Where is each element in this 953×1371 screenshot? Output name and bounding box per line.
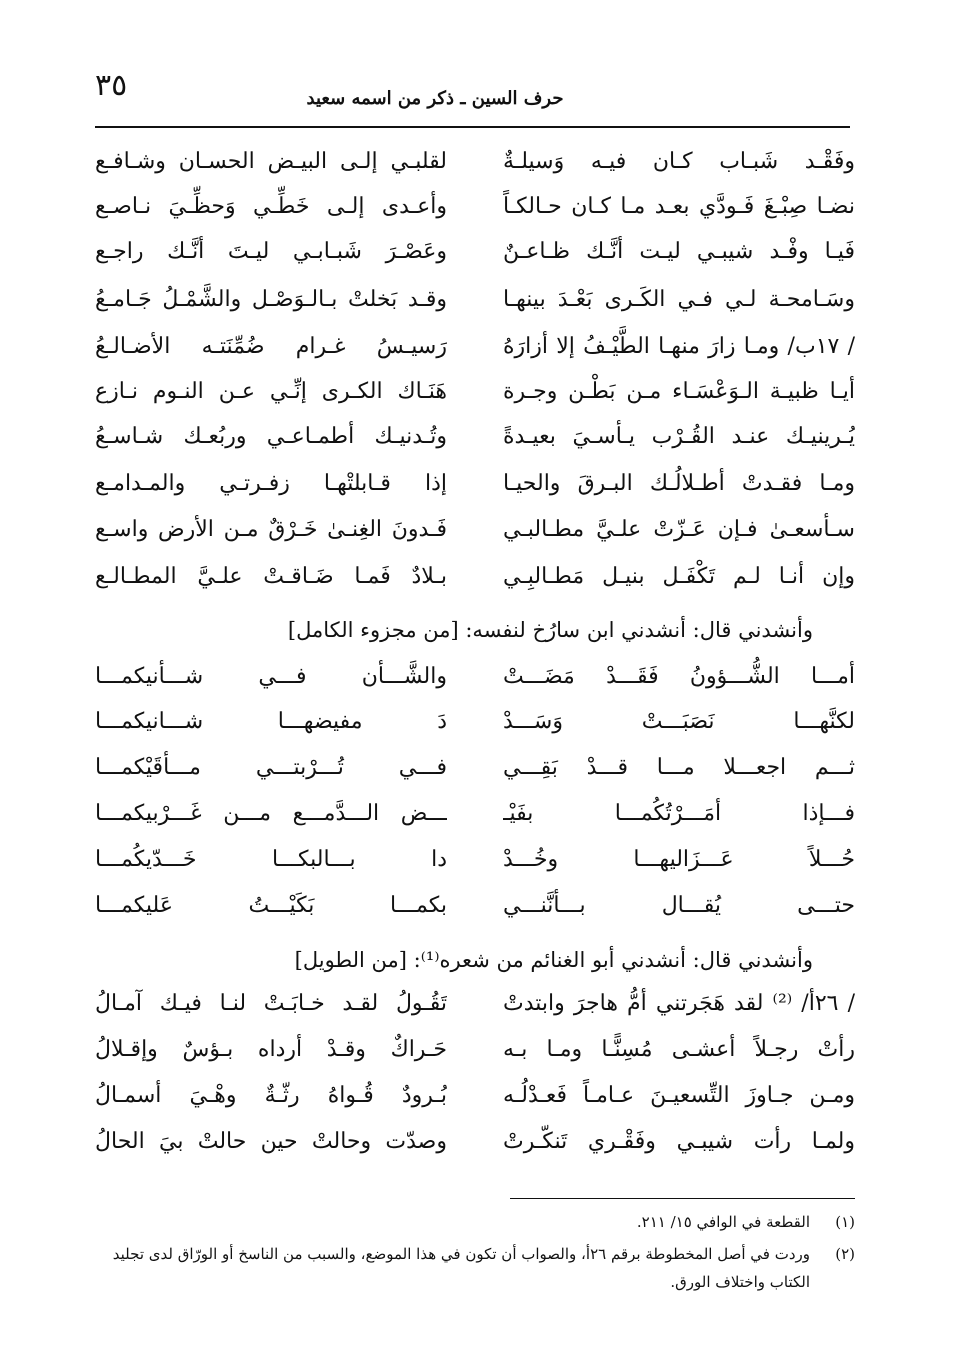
verse-right-hemistich: يُـرينيـك عنـد القُـرْب يـأسـيَ بعيـدةً (503, 424, 855, 449)
verse (95, 1028, 855, 1072)
verse-right-hemistich: ولمـا رأت شيبـي وفَقْـري تَنكّـرتْ (503, 1129, 855, 1154)
footnote-text: القطعة في الوافي ١٥/ ٢١١. (636, 1213, 810, 1231)
verse (95, 700, 855, 744)
verse-left-hemistich: فَـدونَ الغِنـىٰ خَـرْقٌ مـن الأرض واسـع (95, 517, 447, 542)
verse (95, 982, 855, 1026)
verse-left-hemistich: بُـرودٌ قُـواهُ رثّـةٌ وهْـيَ أسمـالُ (95, 1083, 447, 1108)
verse-right-hemistich: أيـا ظبيـة الـوَعْسَـاء مـن بَطْـن وجـرة (503, 379, 855, 404)
footnote (95, 1240, 855, 1296)
verse-left-hemistich: هَنَـاك الكـرى إنِّـي عـن النـوم نـازع (95, 379, 447, 404)
verse-left-hemistich: تَقُـولُ لقـد خـابَـتْ لنـا فيـك آمـالُ (95, 991, 447, 1016)
verse-right-hemistich: حُـــلاً عَـــزَاليهـــا وخُـــدْ (503, 847, 855, 872)
verse-left-hemistich: والشَّـــأن فـــي شـــأنيكمـــا (95, 664, 447, 689)
verse-right-hemistich: رأتْ رجـلاً أعشـى مُسِنًّـا ومـا بـه (503, 1037, 855, 1062)
verse-right-hemistich: سـأسعـىٰ فـإن عَـزّتْ علـيَّ مطـالبـي (503, 517, 855, 542)
verse (95, 230, 855, 274)
verse (95, 415, 855, 459)
verse-left-hemistich: فـــي تُـــرْبتـــي مـــأقَيْكمـــا (95, 755, 447, 780)
verse-right-hemistich: فَيـا وفْـد شيبـي ليـت أنَّـك ظـاعـنٌ (503, 239, 855, 264)
verse (95, 370, 855, 414)
verse (95, 1120, 855, 1164)
poem-introduction: وأنشدني قال: أنشدني أبو الغنائم من شعره⁽¹⁾: [من الطويل] (294, 948, 813, 972)
running-header: حرف السين ـ ذكر من اسمه سعيد (306, 88, 564, 109)
verse-right-hemistich: / ١٧ب/ ومـا زارَ منهـا الطَّيْـفُ إلا أزارَهُ (503, 334, 855, 359)
verse-right-hemistich: وسَـامحـة لـي فـي الكَـرى بَعْـدَ بينهـا (503, 287, 855, 312)
verse (95, 462, 855, 506)
footnote-number: (٢) (835, 1245, 855, 1263)
verse (95, 278, 855, 322)
verse (95, 555, 855, 599)
verse-left-hemistich: حَـراكٌ وقـدْ أرداه بـؤسٌ وإقـلالُ (95, 1037, 447, 1062)
verse-right-hemistich: وفَقْـد شَبـاب كـان فيـه وَسيلـةٌ (503, 149, 855, 174)
footnote (95, 1208, 855, 1236)
verse-left-hemistich: وعَصْـرَ شَبـابـي ليـتَ أنَّـك راجـع (95, 239, 447, 264)
verse-right-hemistich: أمـــا الشُّـــؤونُ فَقَـــدْ مَضَـــتْ (503, 664, 855, 689)
verse-right-hemistich: حتـــى يُقـــال بـــأنَّنـــي (503, 893, 855, 918)
header-rule (95, 126, 850, 128)
verse-left-hemistich: وصدّت وحالتْ حين حالتْ بيَ الحالُ (95, 1129, 447, 1154)
verse-left-hemistich: ـــض الـــدَّمـــع مـــن غَـــرْبيكمـــا (95, 801, 447, 826)
verse (95, 185, 855, 229)
verse-right-hemistich: لكنَّهـــا نَصَبَـــتْ وَسَـــدْ (503, 709, 855, 734)
verse-left-hemistich: دا بـــالبكـــا خَـــدّيكُمـــا (95, 847, 447, 872)
verse (95, 655, 855, 699)
verse-left-hemistich: وقـد بَخلتْ بـالـوَصْـل والشَّمْـلُ جَـامـعُ (95, 287, 447, 312)
verse (95, 792, 855, 836)
verse-right-hemistich: ومـن جـاوزَ التِّسعيـنَ عـامـاً فَعـدْلُـه (503, 1083, 855, 1108)
verse (95, 508, 855, 552)
verse-right-hemistich: / ٢٦أ/ ⁽²⁾ لقد هَجَرتني أمُّ هاجرَ وابتدتْ (503, 991, 855, 1016)
verse-left-hemistich: رَسيـسُ غـرام ضُمِّنَتـه الأضـالـعُ (95, 334, 447, 359)
verse-right-hemistich: ومـا فقـدتْ أطـلالُـك البـرقَ والحيـا (503, 471, 855, 496)
verse (95, 746, 855, 790)
verse-right-hemistich: نضـا صِبْـغَ فَـودَّي بعـد مـا كـان حـالكـاً (503, 194, 855, 219)
verse (95, 325, 855, 369)
verse-left-hemistich: بـلادٌ فَمـا ضَـاقـتْ علـيَّ المطـالـع (95, 564, 447, 589)
verse-left-hemistich: وتُـدنيـك أطمـاعـي وربُعـك شـاسـعُ (95, 424, 447, 449)
verse (95, 884, 855, 928)
footnote-rule (510, 1198, 855, 1199)
verse-left-hemistich: إذا قـابلتْهـا زفـرتـي والمـدامـع (95, 471, 447, 496)
verse-right-hemistich: فـــإذا أمَـــرْتُكُمـــا بفَيْـ (503, 801, 855, 826)
verse-right-hemistich: وإن أنـا لـم تَكْفَـل بنيـل مَطـالبِـي (503, 564, 855, 589)
verse-left-hemistich: وأعـدى إلـى خَطِّـي وَحظِّـيَ نـاصـع (95, 194, 447, 219)
verse (95, 838, 855, 882)
verse-left-hemistich: دَ مفيضهـــا شـــانيكمـــا (95, 709, 447, 734)
footnote-number: (١) (835, 1213, 855, 1231)
verse (95, 1074, 855, 1118)
poem-introduction: وأنشدني قال: أنشدني ابن سارُخ لنفسه: [من مجزوء الكامل] (287, 618, 813, 642)
verse-left-hemistich: لقلبـي إلـى البيـض الحسـان وشـافـع (95, 149, 447, 174)
page-number: ٣٥ (95, 68, 128, 103)
verse-left-hemistich: بكمـــا بَكَيْـــتُ عَليكمـــا (95, 893, 447, 918)
footnote-text: وردت في أصل المخطوطة برقم ٢٦أ، والصواب أن تكون في هذا الموضع، والسبب من الناسخ أو الورّاق لدى تجليد الكتاب واختلاف الورق. (112, 1245, 810, 1291)
verse (95, 140, 855, 184)
verse-right-hemistich: ثـــم اجعـــلا مـــا قـــدْ بَقِـــي (503, 755, 855, 780)
